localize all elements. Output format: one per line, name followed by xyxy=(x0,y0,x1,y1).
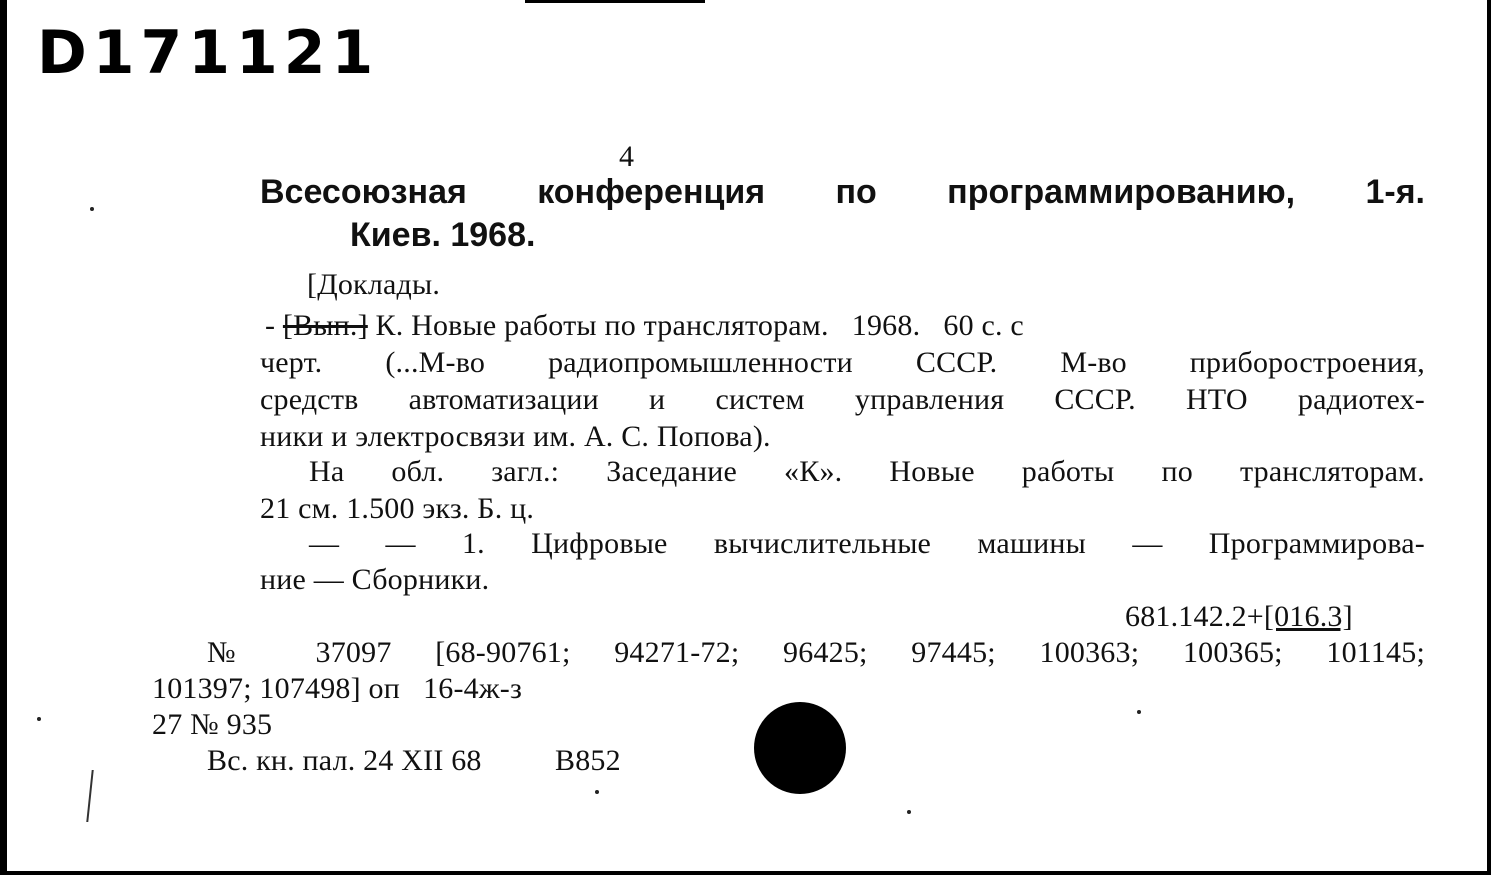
registry-line-2: 101397; 107498] оп 16-4ж-з xyxy=(152,672,523,705)
speck xyxy=(595,790,599,794)
udc-bracket: [016.3] xyxy=(1263,600,1353,633)
publisher-line-3: ники и электросвязи им. А. С. Попова). xyxy=(260,420,771,453)
publisher-line-2: средств автоматизации и систем управления СССР. НТО радиотех- xyxy=(260,383,1425,416)
issue-struck-bracket: [Вып.] xyxy=(282,309,368,342)
heading-line-2: Киев. 1968. xyxy=(350,216,536,254)
chamber-code: В852 xyxy=(555,744,621,777)
issue-dash: - xyxy=(265,309,276,342)
issue-line xyxy=(265,309,1425,343)
chamber-date: Вс. кн. пал. 24 XII 68 xyxy=(207,744,482,777)
speck xyxy=(1137,710,1141,714)
card-number: 4 xyxy=(619,140,634,173)
issue-title: К. Новые работы по трансляторам. 1968. 60 с. с xyxy=(367,309,1024,342)
physical-description: 21 см. 1.500 экз. Б. ц. xyxy=(260,492,535,525)
subject-line-1: — — 1. Цифровые вычислительные машины — Программирова- xyxy=(309,527,1425,560)
top-edge-mark xyxy=(525,0,705,3)
udc-main: 681.142.2+ xyxy=(1125,600,1264,633)
speck xyxy=(90,207,94,211)
registry-line-1: № 37097 [68-90761; 94271-72; 96425; 97445; 100363; 100365; 101145; xyxy=(207,636,1425,669)
punch-hole xyxy=(754,702,846,794)
doklady-line: [Доклады. xyxy=(307,268,441,301)
registry-line-4 xyxy=(207,744,621,778)
cover-title-line: На обл. загл.: Заседание «К». Новые работы по трансляторам. xyxy=(309,455,1425,488)
publisher-line-1: черт. (...М-во радиопромышленности СССР. М-во приборостроения, xyxy=(260,346,1425,379)
handwritten-id: D171121 xyxy=(37,18,380,88)
speck xyxy=(907,810,911,814)
margin-mark xyxy=(86,770,103,822)
speck xyxy=(37,717,41,721)
registry-line-3: 27 № 935 xyxy=(152,708,273,741)
heading-line-1: Всесоюзная конференция по программированию, 1-я. xyxy=(260,173,1425,211)
udc-code xyxy=(1125,600,1353,634)
subject-line-2: ние — Сборники. xyxy=(260,563,490,596)
